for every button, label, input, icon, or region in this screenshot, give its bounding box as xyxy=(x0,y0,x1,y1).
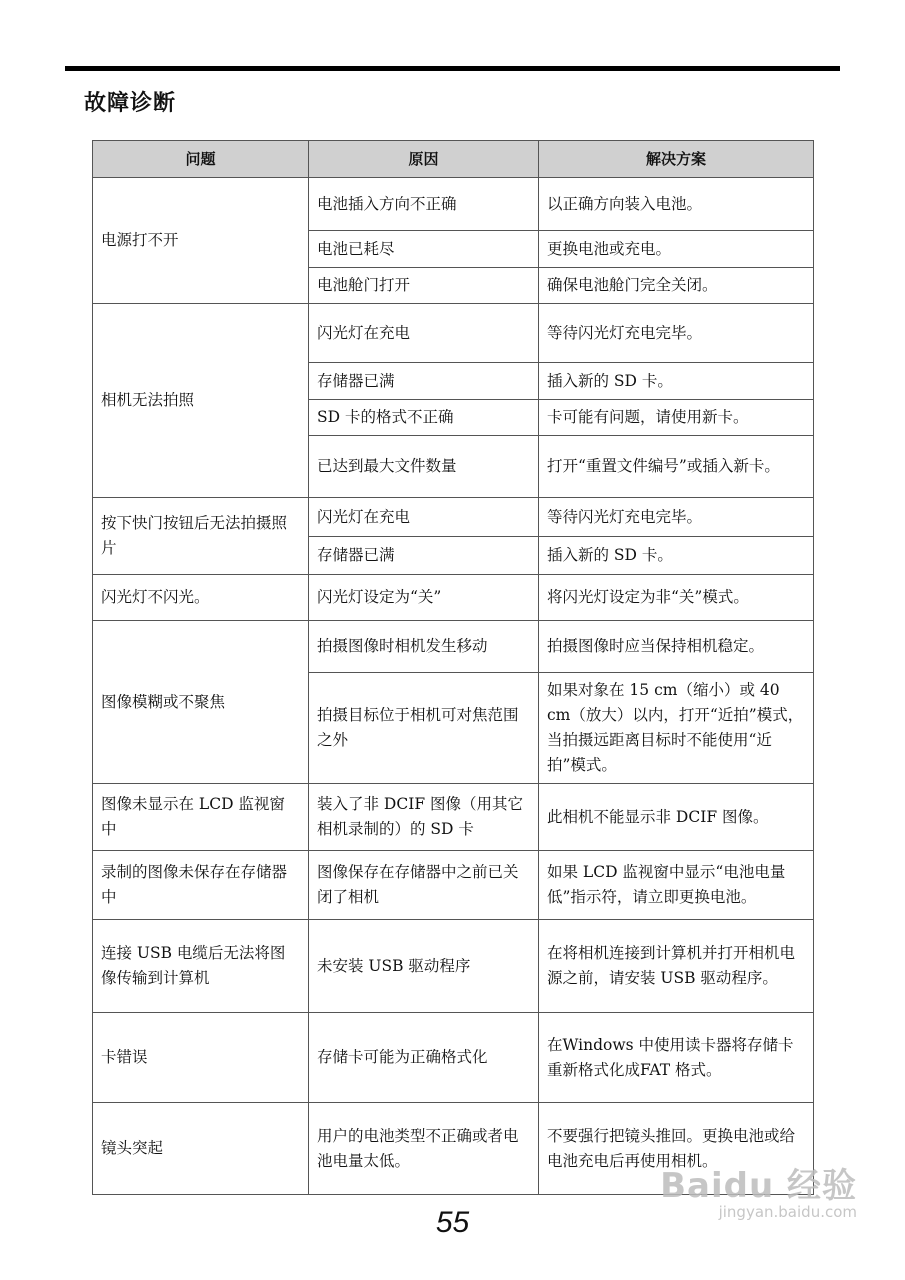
cause-cell: 闪光灯在充电 xyxy=(309,498,539,537)
watermark-logo: Baidu 经验 xyxy=(660,1166,857,1206)
baidu-watermark xyxy=(660,1158,857,1221)
table-row xyxy=(93,304,814,363)
table-row xyxy=(93,784,814,851)
cause-cell: 未安装 USB 驱动程序 xyxy=(309,920,539,1013)
problem-cell: 镜头突起 xyxy=(93,1103,309,1195)
cause-cell: 存储器已满 xyxy=(309,537,539,575)
problem-cell: 连接 USB 电缆后无法将图像传输到计算机 xyxy=(93,920,309,1013)
solution-cell: 等待闪光灯充电完毕。 xyxy=(539,498,814,537)
cause-cell: 已达到最大文件数量 xyxy=(309,436,539,498)
solution-cell: 如果 LCD 监视窗中显示“电池电量低”指示符，请立即更换电池。 xyxy=(539,851,814,920)
cause-cell: 电池已耗尽 xyxy=(309,231,539,268)
solution-cell: 打开“重置文件编号”或插入新卡。 xyxy=(539,436,814,498)
solution-cell: 确保电池舱门完全关闭。 xyxy=(539,268,814,304)
section-title: 故障诊断 xyxy=(84,91,177,116)
solution-cell: 插入新的 SD 卡。 xyxy=(539,363,814,400)
problem-cell: 录制的图像未保存在存储器中 xyxy=(93,851,309,920)
solution-cell: 卡可能有问题，请使用新卡。 xyxy=(539,400,814,436)
cause-cell: 装入了非 DCIF 图像（用其它相机录制的）的 SD 卡 xyxy=(309,784,539,851)
top-rule xyxy=(65,66,840,71)
cause-cell: 闪光灯在充电 xyxy=(309,304,539,363)
solution-cell: 在Windows 中使用读卡器将存储卡重新格式化成FAT 格式。 xyxy=(539,1013,814,1103)
problem-cell: 图像模糊或不聚焦 xyxy=(93,621,309,784)
cause-cell: 电池舱门打开 xyxy=(309,268,539,304)
header-cause: 原因 xyxy=(309,141,539,178)
watermark-url: jingyan.baidu.com xyxy=(718,1203,857,1221)
solution-cell: 拍摄图像时应当保持相机稳定。 xyxy=(539,621,814,673)
cause-cell: SD 卡的格式不正确 xyxy=(309,400,539,436)
table-row xyxy=(93,1013,814,1103)
cause-cell: 图像保存在存储器中之前已关闭了相机 xyxy=(309,851,539,920)
page-number: 55 xyxy=(435,1206,470,1239)
problem-cell: 卡错误 xyxy=(93,1013,309,1103)
problem-cell: 图像未显示在 LCD 监视窗中 xyxy=(93,784,309,851)
table-row xyxy=(93,621,814,673)
solution-cell: 更换电池或充电。 xyxy=(539,231,814,268)
cause-cell: 存储卡可能为正确格式化 xyxy=(309,1013,539,1103)
cause-cell: 用户的电池类型不正确或者电池电量太低。 xyxy=(309,1103,539,1195)
solution-cell: 插入新的 SD 卡。 xyxy=(539,537,814,575)
cause-cell: 电池插入方向不正确 xyxy=(309,178,539,231)
table-row xyxy=(93,178,814,231)
troubleshooting-table xyxy=(92,140,814,1195)
solution-cell: 以正确方向装入电池。 xyxy=(539,178,814,231)
solution-cell: 等待闪光灯充电完毕。 xyxy=(539,304,814,363)
problem-cell: 相机无法拍照 xyxy=(93,304,309,498)
header-problem: 问题 xyxy=(93,141,309,178)
table-header-row xyxy=(93,141,814,178)
solution-cell: 如果对象在 15 cm（缩小）或 40 cm（放大）以内，打开“近拍”模式，当拍摄远距离目标时不能使用“近拍”模式。 xyxy=(539,673,814,784)
header-solution: 解决方案 xyxy=(539,141,814,178)
solution-cell: 此相机不能显示非 DCIF 图像。 xyxy=(539,784,814,851)
solution-cell: 将闪光灯设定为非“关”模式。 xyxy=(539,575,814,621)
cause-cell: 拍摄图像时相机发生移动 xyxy=(309,621,539,673)
cause-cell: 拍摄目标位于相机可对焦范围之外 xyxy=(309,673,539,784)
table-row xyxy=(93,575,814,621)
problem-cell: 电源打不开 xyxy=(93,178,309,304)
problem-cell: 按下快门按钮后无法拍摄照片 xyxy=(93,498,309,575)
cause-cell: 闪光灯设定为“关” xyxy=(309,575,539,621)
solution-cell: 不要强行把镜头推回。更换电池或给电池充电后再使用相机。 xyxy=(539,1103,814,1195)
table-row xyxy=(93,920,814,1013)
problem-cell: 闪光灯不闪光。 xyxy=(93,575,309,621)
table-row xyxy=(93,498,814,537)
solution-cell: 在将相机连接到计算机并打开相机电源之前，请安装 USB 驱动程序。 xyxy=(539,920,814,1013)
cause-cell: 存储器已满 xyxy=(309,363,539,400)
table-row xyxy=(93,851,814,920)
